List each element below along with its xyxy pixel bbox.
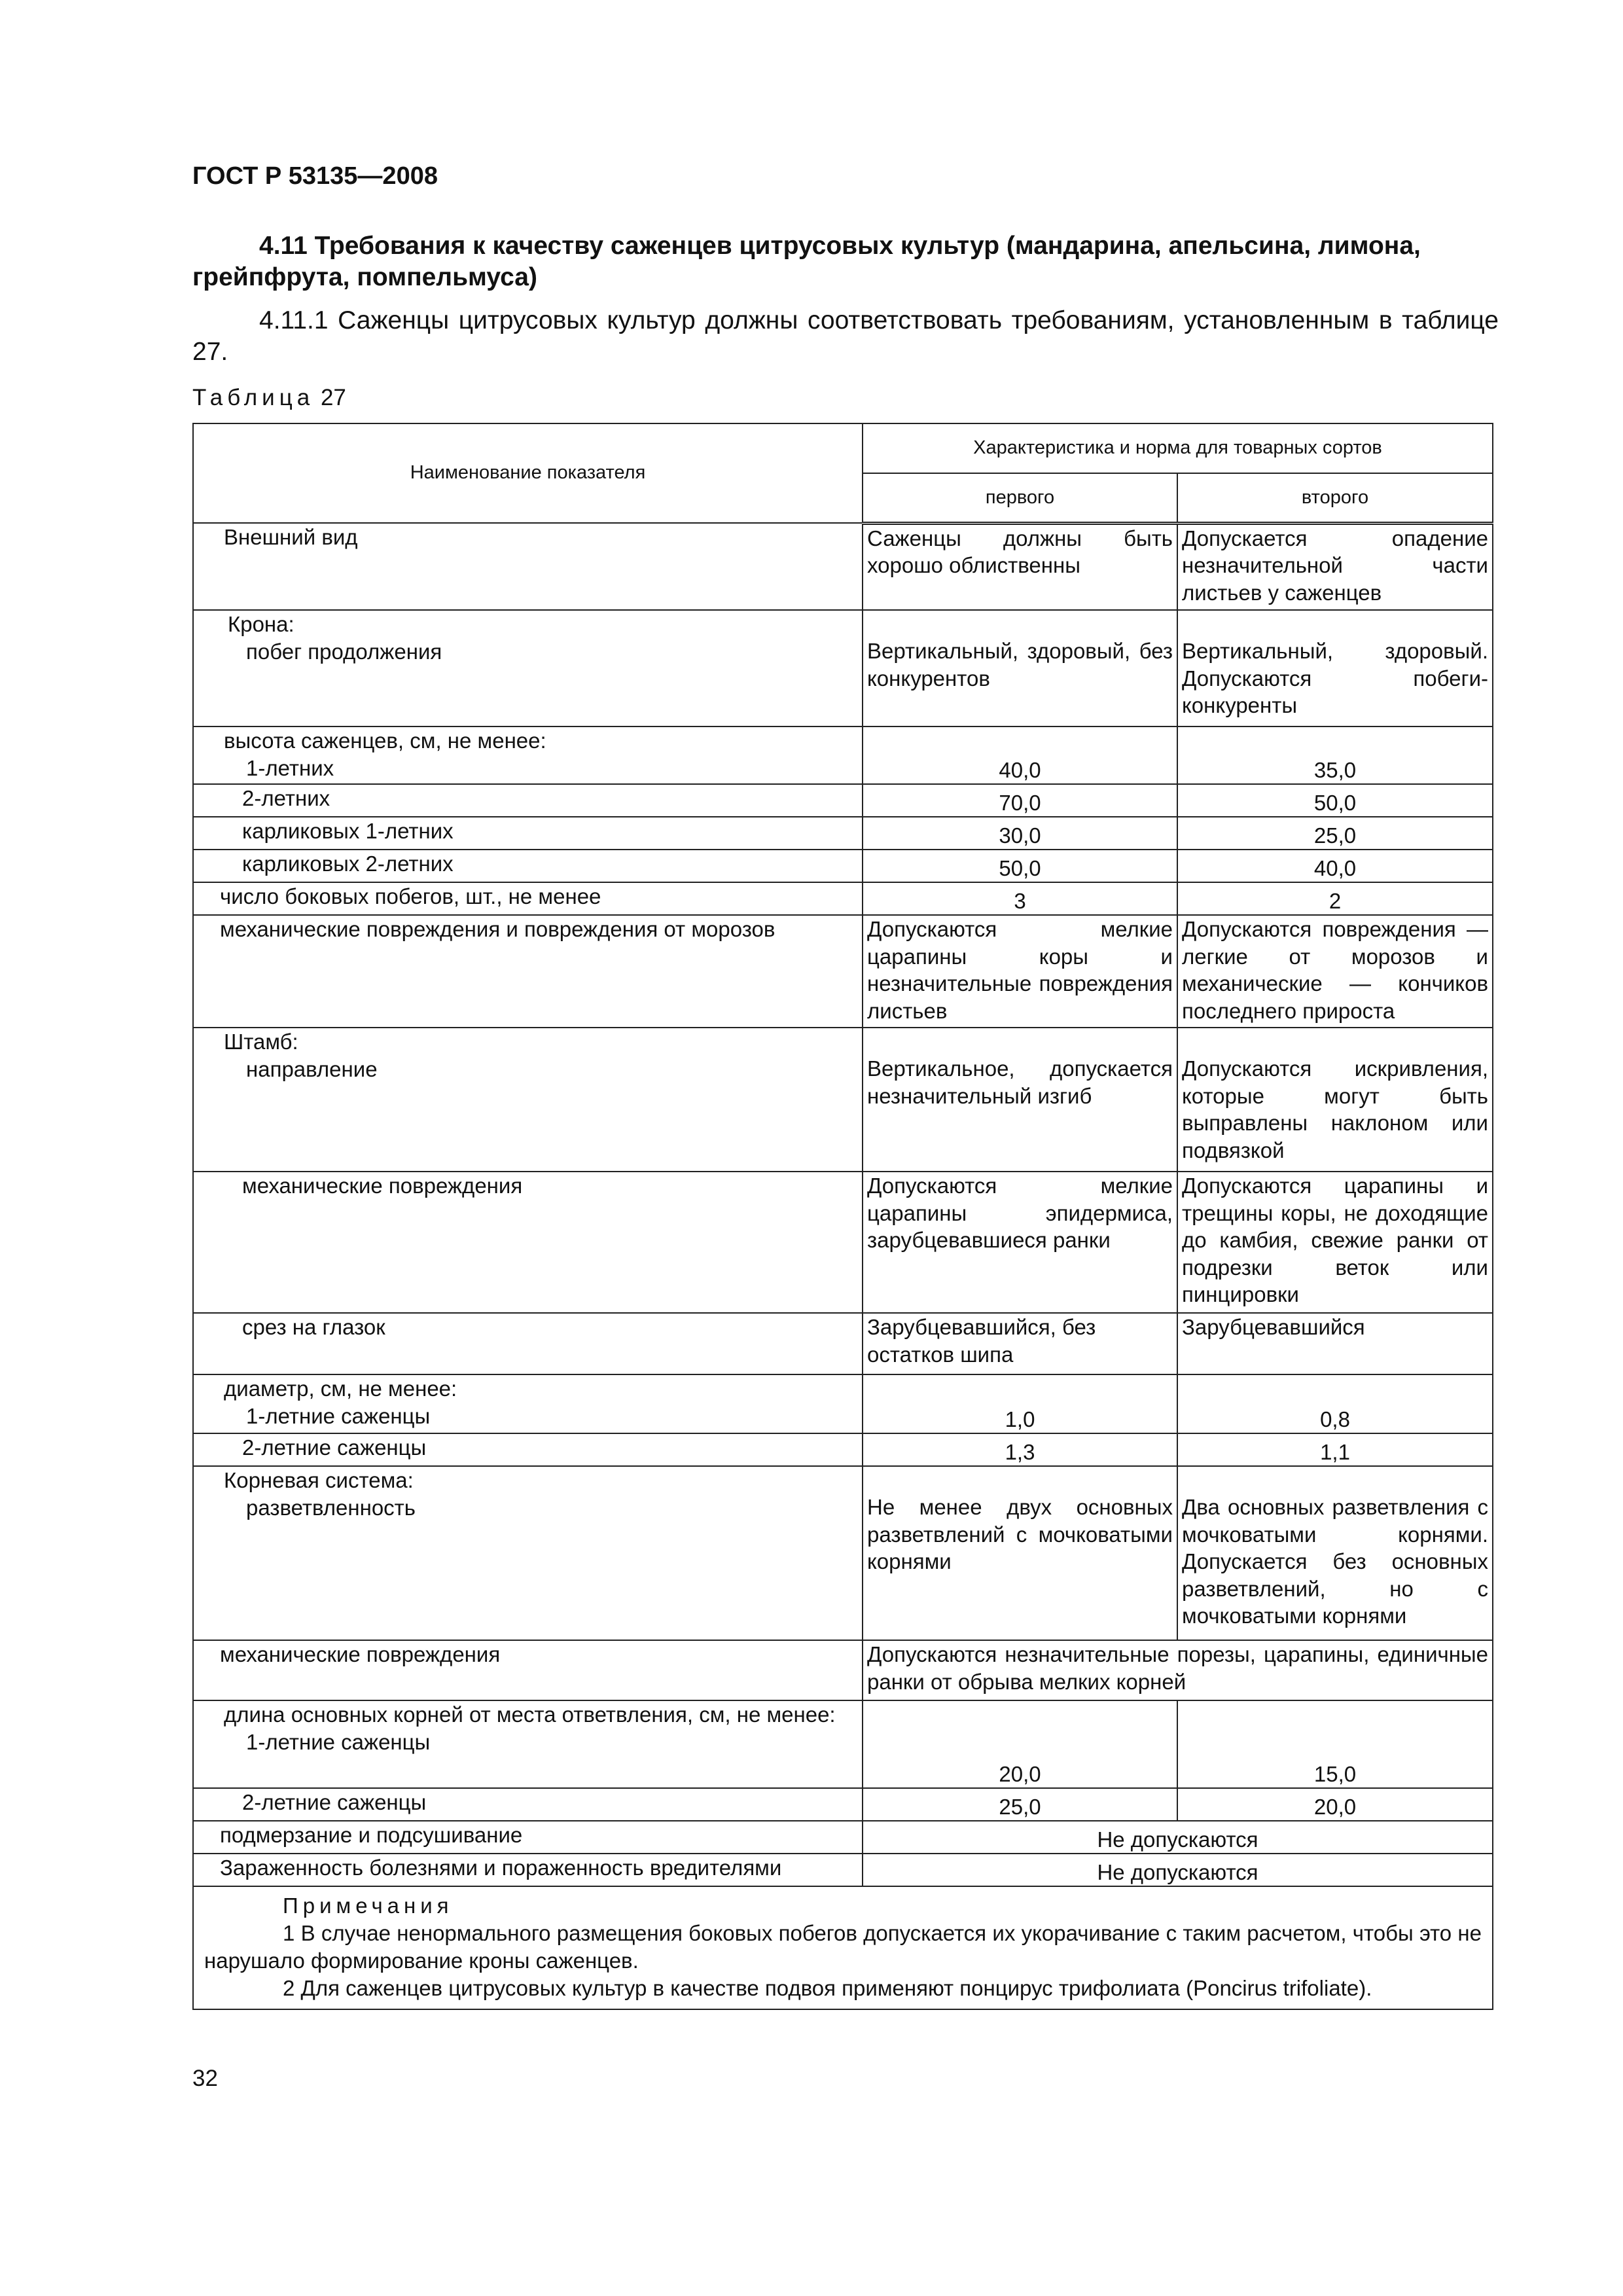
row-name: 2-летних xyxy=(193,784,863,817)
row-second-value: Допускается опадение незначительной части листьев у саженцев xyxy=(1177,523,1493,610)
row-name: Зараженность болезнями и пораженность вредителями xyxy=(193,1854,863,1886)
table-row xyxy=(193,726,1493,784)
table-header-row xyxy=(193,423,1493,473)
row-first-value: Допускаются мелкие царапины эпидермиса, зарубцевавшиеся ранки xyxy=(863,1172,1177,1313)
direction-second-value: Допускаются искривления, которые могут быть выправлены наклоном или подвязкой xyxy=(1182,1056,1488,1162)
table-row xyxy=(193,1313,1493,1374)
row-second-value: 1,1 xyxy=(1177,1433,1493,1466)
row-second-value: Зарубцевавшийся xyxy=(1177,1313,1493,1374)
row-second-value xyxy=(1177,610,1493,726)
row-second-value: 2 xyxy=(1177,882,1493,915)
crown-group-label: Крона: xyxy=(228,612,294,636)
table-row xyxy=(193,817,1493,850)
table-row xyxy=(193,1433,1493,1466)
row-name: число боковых побегов, шт., не менее xyxy=(193,882,863,915)
diameter-label: диаметр, см, не менее: xyxy=(224,1376,457,1401)
roots-branch-label: разветвленность xyxy=(246,1495,416,1520)
row-name: карликовых 2-летних xyxy=(193,850,863,882)
row-name: механические повреждения xyxy=(193,1172,863,1313)
table-row xyxy=(193,1028,1493,1172)
row-name: карликовых 1-летних xyxy=(193,817,863,850)
row-name: Внешний вид xyxy=(193,523,863,610)
row-first-value: 1,3 xyxy=(863,1433,1177,1466)
notes-title: Примечания xyxy=(283,1893,454,1918)
row-first-value: Зарубцевавшийся, без остатков шипа xyxy=(863,1313,1177,1374)
table-caption xyxy=(192,385,346,411)
row-second-value: 35,0 xyxy=(1177,726,1493,784)
row-name xyxy=(193,610,863,726)
row-first-value: Саженцы должны быть хорошо облиственны xyxy=(863,523,1177,610)
table-row xyxy=(193,1172,1493,1313)
table-row xyxy=(193,1821,1493,1854)
height-label: высота саженцев, см, не менее: xyxy=(224,728,546,753)
row-second-value: 50,0 xyxy=(1177,784,1493,817)
row-name xyxy=(193,1374,863,1433)
row-first-value xyxy=(863,1466,1177,1640)
note-1: 1 В случае ненормального размещения боковых побегов допускается их укорачивание с таким расчетом, чтобы это не нарушало формирование кроны саженцев. xyxy=(204,1921,1482,1973)
table-row xyxy=(193,1374,1493,1433)
row-second-value: 20,0 xyxy=(1177,1788,1493,1821)
row-name: 2-летние саженцы xyxy=(193,1788,863,1821)
shoot-first-value: Вертикальный, здоровый, без конкурентов xyxy=(867,639,1173,691)
row-first-value: 20,0 xyxy=(863,1700,1177,1788)
row-name xyxy=(193,726,863,784)
row-second-value: 0,8 xyxy=(1177,1374,1493,1433)
header-grade-group: Характеристика и норма для товарных сортов xyxy=(863,423,1493,473)
requirements-table xyxy=(192,423,1493,2010)
row-name: срез на глазок xyxy=(193,1313,863,1374)
table-row xyxy=(193,1700,1493,1788)
note-2: 2 Для саженцев цитрусовых культур в качестве подвоя применяют понцирус трифолиата (Poncirus trifoliate). xyxy=(283,1976,1372,2000)
row-first-value: 25,0 xyxy=(863,1788,1177,1821)
row-name: механические повреждения xyxy=(193,1640,863,1700)
crown-shoot-label: побег продолжения xyxy=(246,639,442,664)
table-row xyxy=(193,1640,1493,1700)
row-name: механические повреждения и повреждения от морозов xyxy=(193,915,863,1028)
table-notes xyxy=(193,1886,1493,2009)
root-length-label: длина основных корней от места ответвления, см, не менее: xyxy=(224,1702,836,1727)
row-first-value: Допускаются мелкие царапины коры и незначительные повреждения листьев xyxy=(863,915,1177,1028)
direction-first-value: Вертикальное, допускается незначительный изгиб xyxy=(867,1056,1173,1108)
table-caption-word: Таблица xyxy=(192,385,315,410)
row-second-value: Допускаются царапины и трещины коры, не доходящие до камбия, свежие ранки от подрезки веток или пинцировки xyxy=(1177,1172,1493,1313)
table-notes-row xyxy=(193,1886,1493,2009)
row-first-value: 3 xyxy=(863,882,1177,915)
branch-second-value: Два основных разветвления с мочковатыми корнями. Допускается без основных разветвлений, но с мочковатыми корнями xyxy=(1182,1495,1488,1628)
roots-group-label: Корневая система: xyxy=(224,1468,414,1492)
row-second-value: 40,0 xyxy=(1177,850,1493,882)
row-name: 2-летние саженцы xyxy=(193,1433,863,1466)
row-first-value xyxy=(863,1028,1177,1172)
table-row xyxy=(193,1854,1493,1886)
table-row xyxy=(193,1466,1493,1640)
row-first-value: 30,0 xyxy=(863,817,1177,850)
section-paragraph: 4.11.1 Саженцы цитрусовых культур должны соответствовать требованиям, установленным в таблице 27. xyxy=(192,306,1499,366)
row-name: подмерзание и подсушивание xyxy=(193,1821,863,1854)
row-second-value: 25,0 xyxy=(1177,817,1493,850)
stem-group-label: Штамб: xyxy=(224,1030,298,1054)
row-first-value: 50,0 xyxy=(863,850,1177,882)
table-row xyxy=(193,610,1493,726)
row-both-value: Не допускаются xyxy=(863,1854,1493,1886)
table-row xyxy=(193,784,1493,817)
row-name xyxy=(193,1028,863,1172)
row-first-value: 70,0 xyxy=(863,784,1177,817)
table-row xyxy=(193,850,1493,882)
table-caption-number: 27 xyxy=(320,385,346,410)
table-row xyxy=(193,882,1493,915)
row-both-value: Допускаются незначительные порезы, царапины, единичные ранки от обрыва мелких корней xyxy=(863,1640,1493,1700)
row-second-value xyxy=(1177,1466,1493,1640)
row-second-value: Допускаются повреждения — легкие от морозов и механические — кончиков последнего прироста xyxy=(1177,915,1493,1028)
row-first-value: 40,0 xyxy=(863,726,1177,784)
height-1-label: 1-летних xyxy=(246,755,334,780)
header-indicator-name: Наименование показателя xyxy=(193,423,863,523)
row-first-value: 1,0 xyxy=(863,1374,1177,1433)
row-second-value xyxy=(1177,1028,1493,1172)
table-row xyxy=(193,915,1493,1028)
root-length-1-label: 1-летние саженцы xyxy=(246,1729,431,1754)
row-name xyxy=(193,1466,863,1640)
header-second-grade: второго xyxy=(1177,473,1493,523)
branch-first-value: Не менее двух основных разветвлений с мочковатыми корнями xyxy=(867,1495,1173,1573)
row-second-value: 15,0 xyxy=(1177,1700,1493,1788)
page-number: 32 xyxy=(192,2066,218,2091)
document-id: ГОСТ Р 53135—2008 xyxy=(192,162,438,190)
row-first-value xyxy=(863,610,1177,726)
row-both-value: Не допускаются xyxy=(863,1821,1493,1854)
section-title: 4.11 Требования к качеству саженцев цитрусовых культур (мандарина, апельсина, лимона, грейпфрута, помпельмуса) xyxy=(192,232,1421,291)
diameter-1-label: 1-летние саженцы xyxy=(246,1403,431,1428)
table-row xyxy=(193,1788,1493,1821)
header-first-grade: первого xyxy=(863,473,1177,523)
shoot-second-value: Вертикальный, здоровый. Допускаются побеги-конкуренты xyxy=(1182,639,1488,717)
row-name xyxy=(193,1700,863,1788)
table-row xyxy=(193,523,1493,610)
stem-direction-label: направление xyxy=(246,1056,378,1081)
